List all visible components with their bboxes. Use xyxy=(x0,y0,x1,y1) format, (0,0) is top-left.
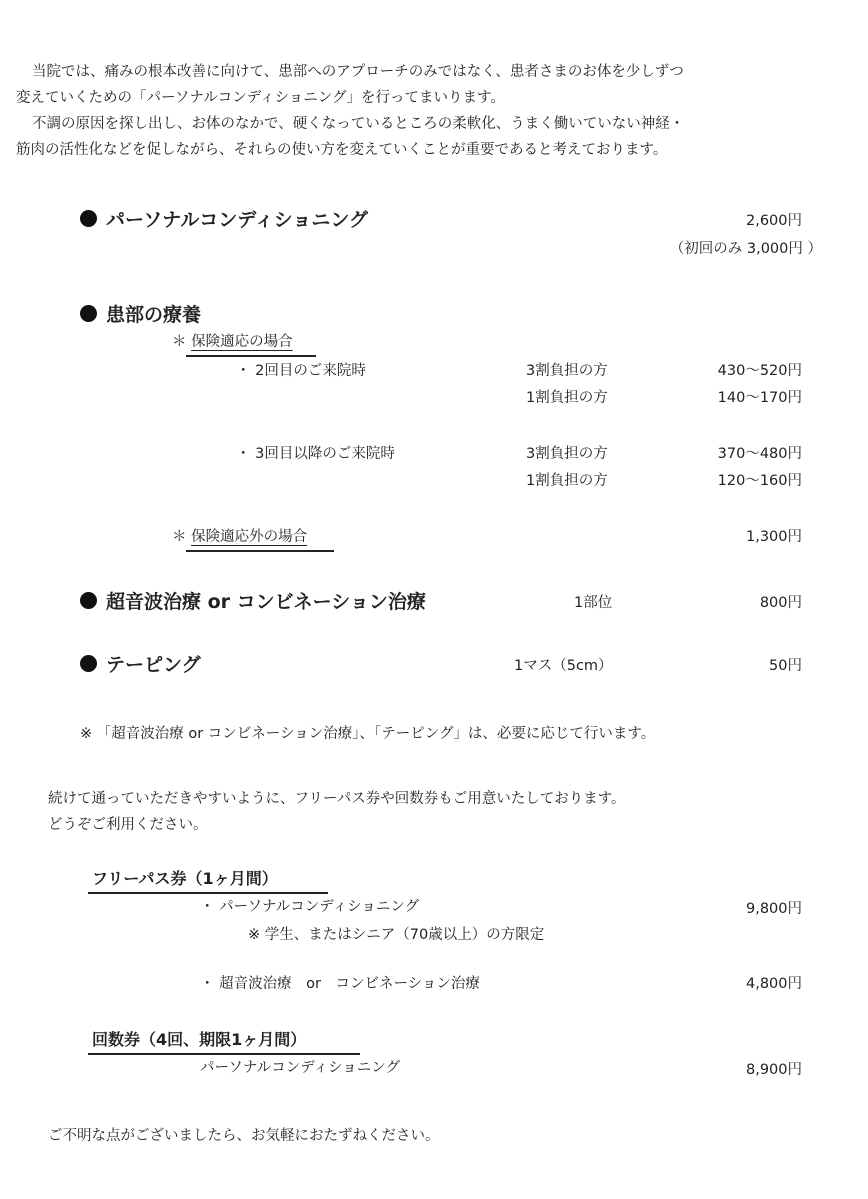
ultrasound-title: 超音波治療 or コンビネーション治療 xyxy=(106,591,426,613)
coupon-price: 8,900円 xyxy=(745,1062,802,1078)
visit3-burden-1: 1割負担の方 xyxy=(526,473,608,489)
bullet-icon xyxy=(80,655,97,672)
visit3-burden-3: 3割負担の方 xyxy=(526,446,608,462)
personal-title: パーソナルコンディショニング xyxy=(106,209,369,231)
visit2-burden-1: 1割負担の方 xyxy=(526,390,608,406)
intro-p2-line1: 不調の原因を探し出し、お体のなかで、硬くなっているところの柔軟化、うまく働いていない神経・ xyxy=(32,116,685,132)
asterisk: ＊ xyxy=(172,529,187,545)
visit2-label: ・ 2回目のご来院時 xyxy=(236,363,366,379)
uninsured-label-row xyxy=(172,527,307,547)
visit2-price-1: 140～170円 xyxy=(717,390,802,406)
affected-title: 患部の療養 xyxy=(106,304,202,326)
affected-heading xyxy=(80,302,201,328)
insured-label-row xyxy=(172,332,293,352)
visit2-price-3: 430～520円 xyxy=(717,363,802,379)
closing-text: ご不明な点がございましたら、お気軽におたずねください。 xyxy=(48,1128,440,1144)
taping-unit: 1マス（5cm） xyxy=(514,658,613,674)
personal-first-time-price: （初回のみ 3,000円 ） xyxy=(669,241,822,257)
tickets-intro-line2: どうぞご利用ください。 xyxy=(48,817,208,833)
bullet-icon xyxy=(80,592,97,609)
freepass-item2: ・ 超音波治療 or コンビネーション治療 xyxy=(200,976,480,992)
uninsured-label: 保険適応外の場合 xyxy=(191,529,308,545)
uninsured-price: 1,300円 xyxy=(745,529,802,545)
freepass-item1: ・ パーソナルコンディショニング xyxy=(200,899,420,915)
intro-p1-line2: 変えていくための「パーソナルコンディショニング」を行ってまいります。 xyxy=(16,90,505,106)
insured-label: 保険適応の場合 xyxy=(191,334,293,350)
tickets-intro-line1: 続けて通っていただきやすいように、フリーパス券や回数券もご用意いたしております。 xyxy=(48,791,626,807)
insured-underline xyxy=(186,355,316,357)
bullet-icon xyxy=(80,305,97,322)
note: ※ 「超音波治療 or コンビネーション治療」、「テーピング」は、必要に応じて行います。 xyxy=(80,726,656,742)
visit2-burden-3: 3割負担の方 xyxy=(526,363,608,379)
visit3-price-3: 370～480円 xyxy=(717,446,802,462)
ultrasound-heading xyxy=(80,589,426,615)
personal-price: 2,600円 xyxy=(745,213,802,229)
uninsured-underline xyxy=(186,550,334,552)
asterisk: ＊ xyxy=(172,334,187,350)
freepass-item1-note: ※ 学生、またはシニア（70歳以上）の方限定 xyxy=(248,927,545,943)
personal-heading xyxy=(80,207,368,233)
ultrasound-unit: 1部位 xyxy=(574,595,613,611)
coupon-underline xyxy=(88,1053,360,1055)
bullet-icon xyxy=(80,210,97,227)
freepass-item1-price: 9,800円 xyxy=(745,901,802,917)
freepass-title: フリーパス券（1ヶ月間） xyxy=(92,869,278,888)
intro-p1-line1: 当院では、痛みの根本改善に向けて、患部へのアプローチのみではなく、患者さまのお体を少しずつ xyxy=(32,64,684,80)
visit3-label: ・ 3回目以降のご来院時 xyxy=(236,446,395,462)
taping-price: 50円 xyxy=(769,658,802,674)
visit3-price-1: 120～160円 xyxy=(717,473,802,489)
freepass-underline xyxy=(88,892,328,894)
intro-p2-line2: 筋肉の活性化などを促しながら、それらの使い方を変えていくことが重要であると考えております。 xyxy=(16,142,668,158)
ultrasound-price: 800円 xyxy=(759,595,802,611)
taping-heading xyxy=(80,652,201,678)
coupon-item: パーソナルコンディショニング xyxy=(200,1060,400,1076)
coupon-title: 回数券（4回、期限1ヶ月間） xyxy=(92,1030,307,1049)
taping-title: テーピング xyxy=(106,654,201,676)
freepass-item2-price: 4,800円 xyxy=(745,976,802,992)
